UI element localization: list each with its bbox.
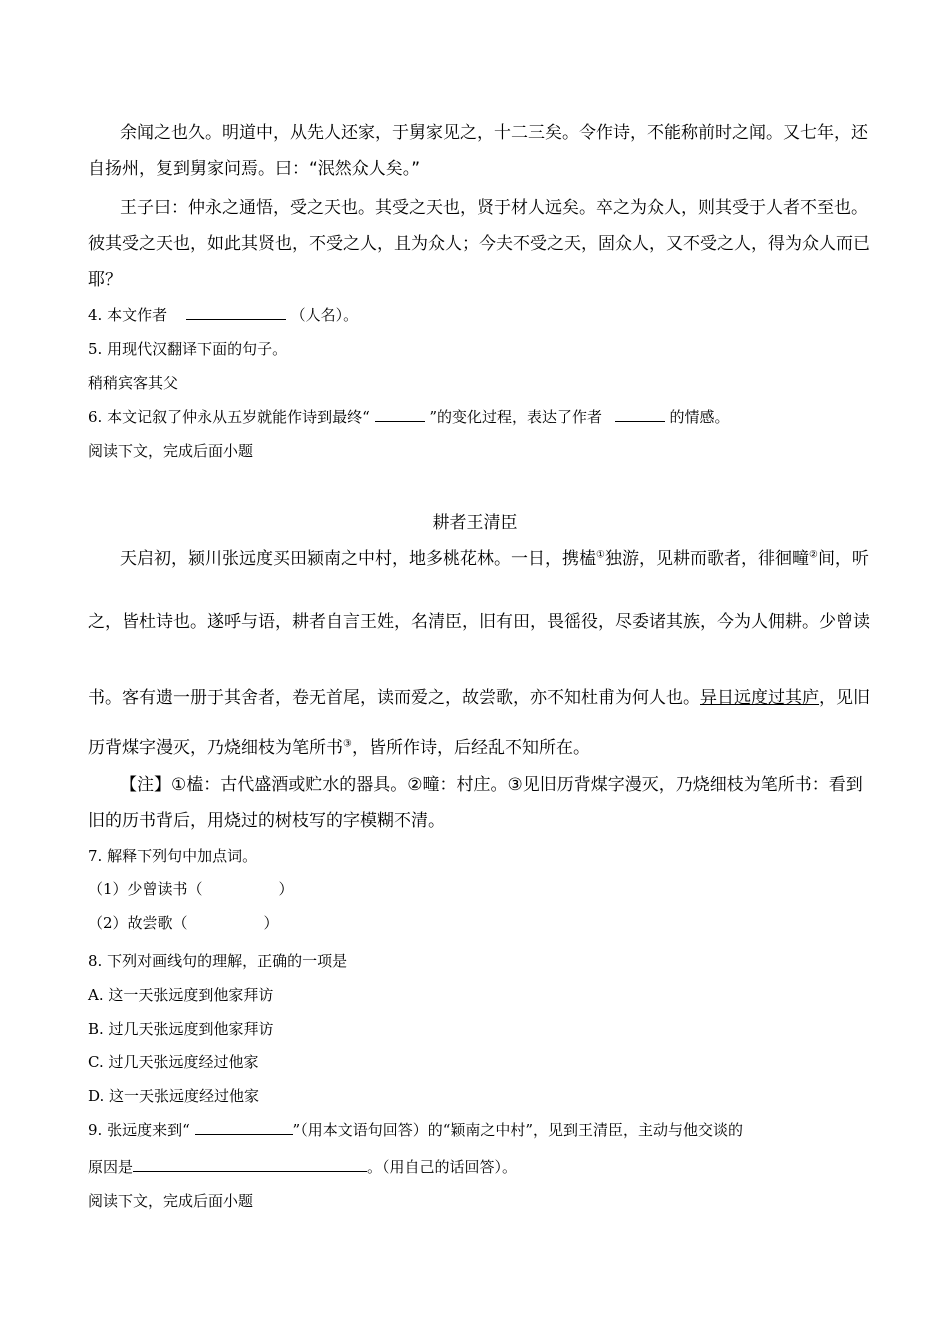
question-7-2 bbox=[88, 912, 279, 933]
answer-blank[interactable] bbox=[615, 407, 665, 422]
text-run: 独游，见耕而歌者，徘徊疃 bbox=[604, 549, 809, 569]
underlined-sentence: 异日远度过其庐 bbox=[700, 688, 819, 708]
passage2-line bbox=[88, 683, 870, 708]
footnote-marker: ③ bbox=[343, 738, 352, 750]
passage1-line: 余闻之也久。明道中，从先人还家，于舅家见之，十二三矣。令作诗，不能称前时之闻。又七年，还 bbox=[120, 123, 868, 143]
answer-blank[interactable] bbox=[195, 1120, 293, 1135]
text-run: ） bbox=[263, 914, 279, 932]
footnote-marker: ① bbox=[596, 549, 605, 561]
text-run: （1）少曾读书（ bbox=[88, 880, 203, 898]
text-run: （2）故尝歌（ bbox=[88, 914, 188, 932]
option-a[interactable]: A. 这一天张远度到他家拜访 bbox=[88, 986, 274, 1004]
text-run: ，皆所作诗，后经乱不知所在。 bbox=[351, 738, 590, 758]
note-line: 旧的历书背后，用烧过的树枝写的字模糊不清。 bbox=[88, 811, 445, 831]
passage1-line: 彼其受之天也，如此其贤也，不受之人，且为众人；今夫不受之天，固众人，又不受之人，得为众人而已 bbox=[88, 234, 870, 254]
passage1-line: 自扬州，复到舅家问焉。曰：“泯然众人矣。” bbox=[88, 159, 421, 179]
text-run: 书。客有遗一册于其舍者，卷无首尾，读而爱之，故尝歌，亦不知杜甫为何人也。 bbox=[88, 688, 700, 708]
passage1-line: 王子曰：仲永之通悟，受之天也。其受之天也，贤于材人远矣。卒之为众人，则其受于人者不至也。 bbox=[120, 198, 868, 218]
text-run: ） bbox=[278, 880, 294, 898]
passage2-line bbox=[88, 733, 590, 758]
reading-instruction: 阅读下文，完成后面小题 bbox=[88, 442, 254, 460]
question-6-suffix: 的情感。 bbox=[669, 408, 730, 426]
question-5: 5. 用现代汉翻译下面的句子。 bbox=[88, 340, 288, 358]
question-6 bbox=[88, 406, 730, 427]
question-7-1 bbox=[88, 878, 294, 899]
note-line: 【注】①榼：古代盛酒或贮水的器具。②疃：村庄。③见旧历背煤字漫灭，乃烧细枝为笔所书：看到 bbox=[120, 775, 863, 795]
question-4-suffix: （人名）。 bbox=[290, 306, 359, 324]
text-run: 9. 张远度来到“ bbox=[88, 1121, 190, 1139]
text-run: 。（用自己的话回答）。 bbox=[367, 1158, 518, 1176]
passage2-line: 之，皆杜诗也。遂呼与语，耕者自言王姓，名清臣，旧有田，畏徭役，尽委诸其族，今为人佣耕。少曾读 bbox=[88, 612, 870, 632]
text-run: 天启初，颍川张远度买田颍南之中村，地多桃花林。一日，携榼 bbox=[120, 549, 596, 569]
question-7: 7. 解释下列句中加点词。 bbox=[88, 847, 258, 865]
passage2-line bbox=[120, 544, 869, 569]
question-4-text: 4. 本文作者 bbox=[88, 306, 168, 324]
question-4 bbox=[88, 304, 358, 325]
question-6-text: 6. 本文记叙了仲永从五岁就能作诗到最终“ bbox=[88, 408, 370, 426]
option-d[interactable]: D. 这一天张远度经过他家 bbox=[88, 1087, 260, 1105]
passage1-line: 耶？ bbox=[88, 270, 122, 290]
option-c[interactable]: C. 过几天张远度经过他家 bbox=[88, 1053, 259, 1071]
footnote-marker: ② bbox=[808, 549, 818, 561]
option-b[interactable]: B. 过几天张远度到他家拜访 bbox=[88, 1020, 274, 1038]
reading-instruction: 阅读下文，完成后面小题 bbox=[88, 1192, 254, 1210]
text-run: 原因是 bbox=[88, 1158, 134, 1176]
answer-blank[interactable] bbox=[375, 407, 425, 422]
text-run: 间，听 bbox=[817, 549, 869, 569]
text-run: ”（用本文语句回答）的“颖南之中村”，见到王清臣，主动与他交谈的 bbox=[292, 1121, 744, 1139]
question-9-line2 bbox=[88, 1156, 517, 1177]
question-6-mid: ”的变化过程，表达了作者 bbox=[429, 408, 602, 426]
answer-blank[interactable] bbox=[186, 305, 286, 320]
text-run: 历背煤字漫灭，乃烧细枝为笔所书 bbox=[88, 738, 343, 758]
text-run: ，见旧 bbox=[819, 688, 870, 708]
question-8: 8. 下列对画线句的理解，正确的一项是 bbox=[88, 952, 348, 970]
passage-title: 耕者王清臣 bbox=[432, 513, 518, 533]
question-9 bbox=[88, 1119, 743, 1140]
answer-blank[interactable] bbox=[133, 1157, 367, 1172]
question-5-sentence: 稍稍宾客其父 bbox=[88, 374, 179, 392]
